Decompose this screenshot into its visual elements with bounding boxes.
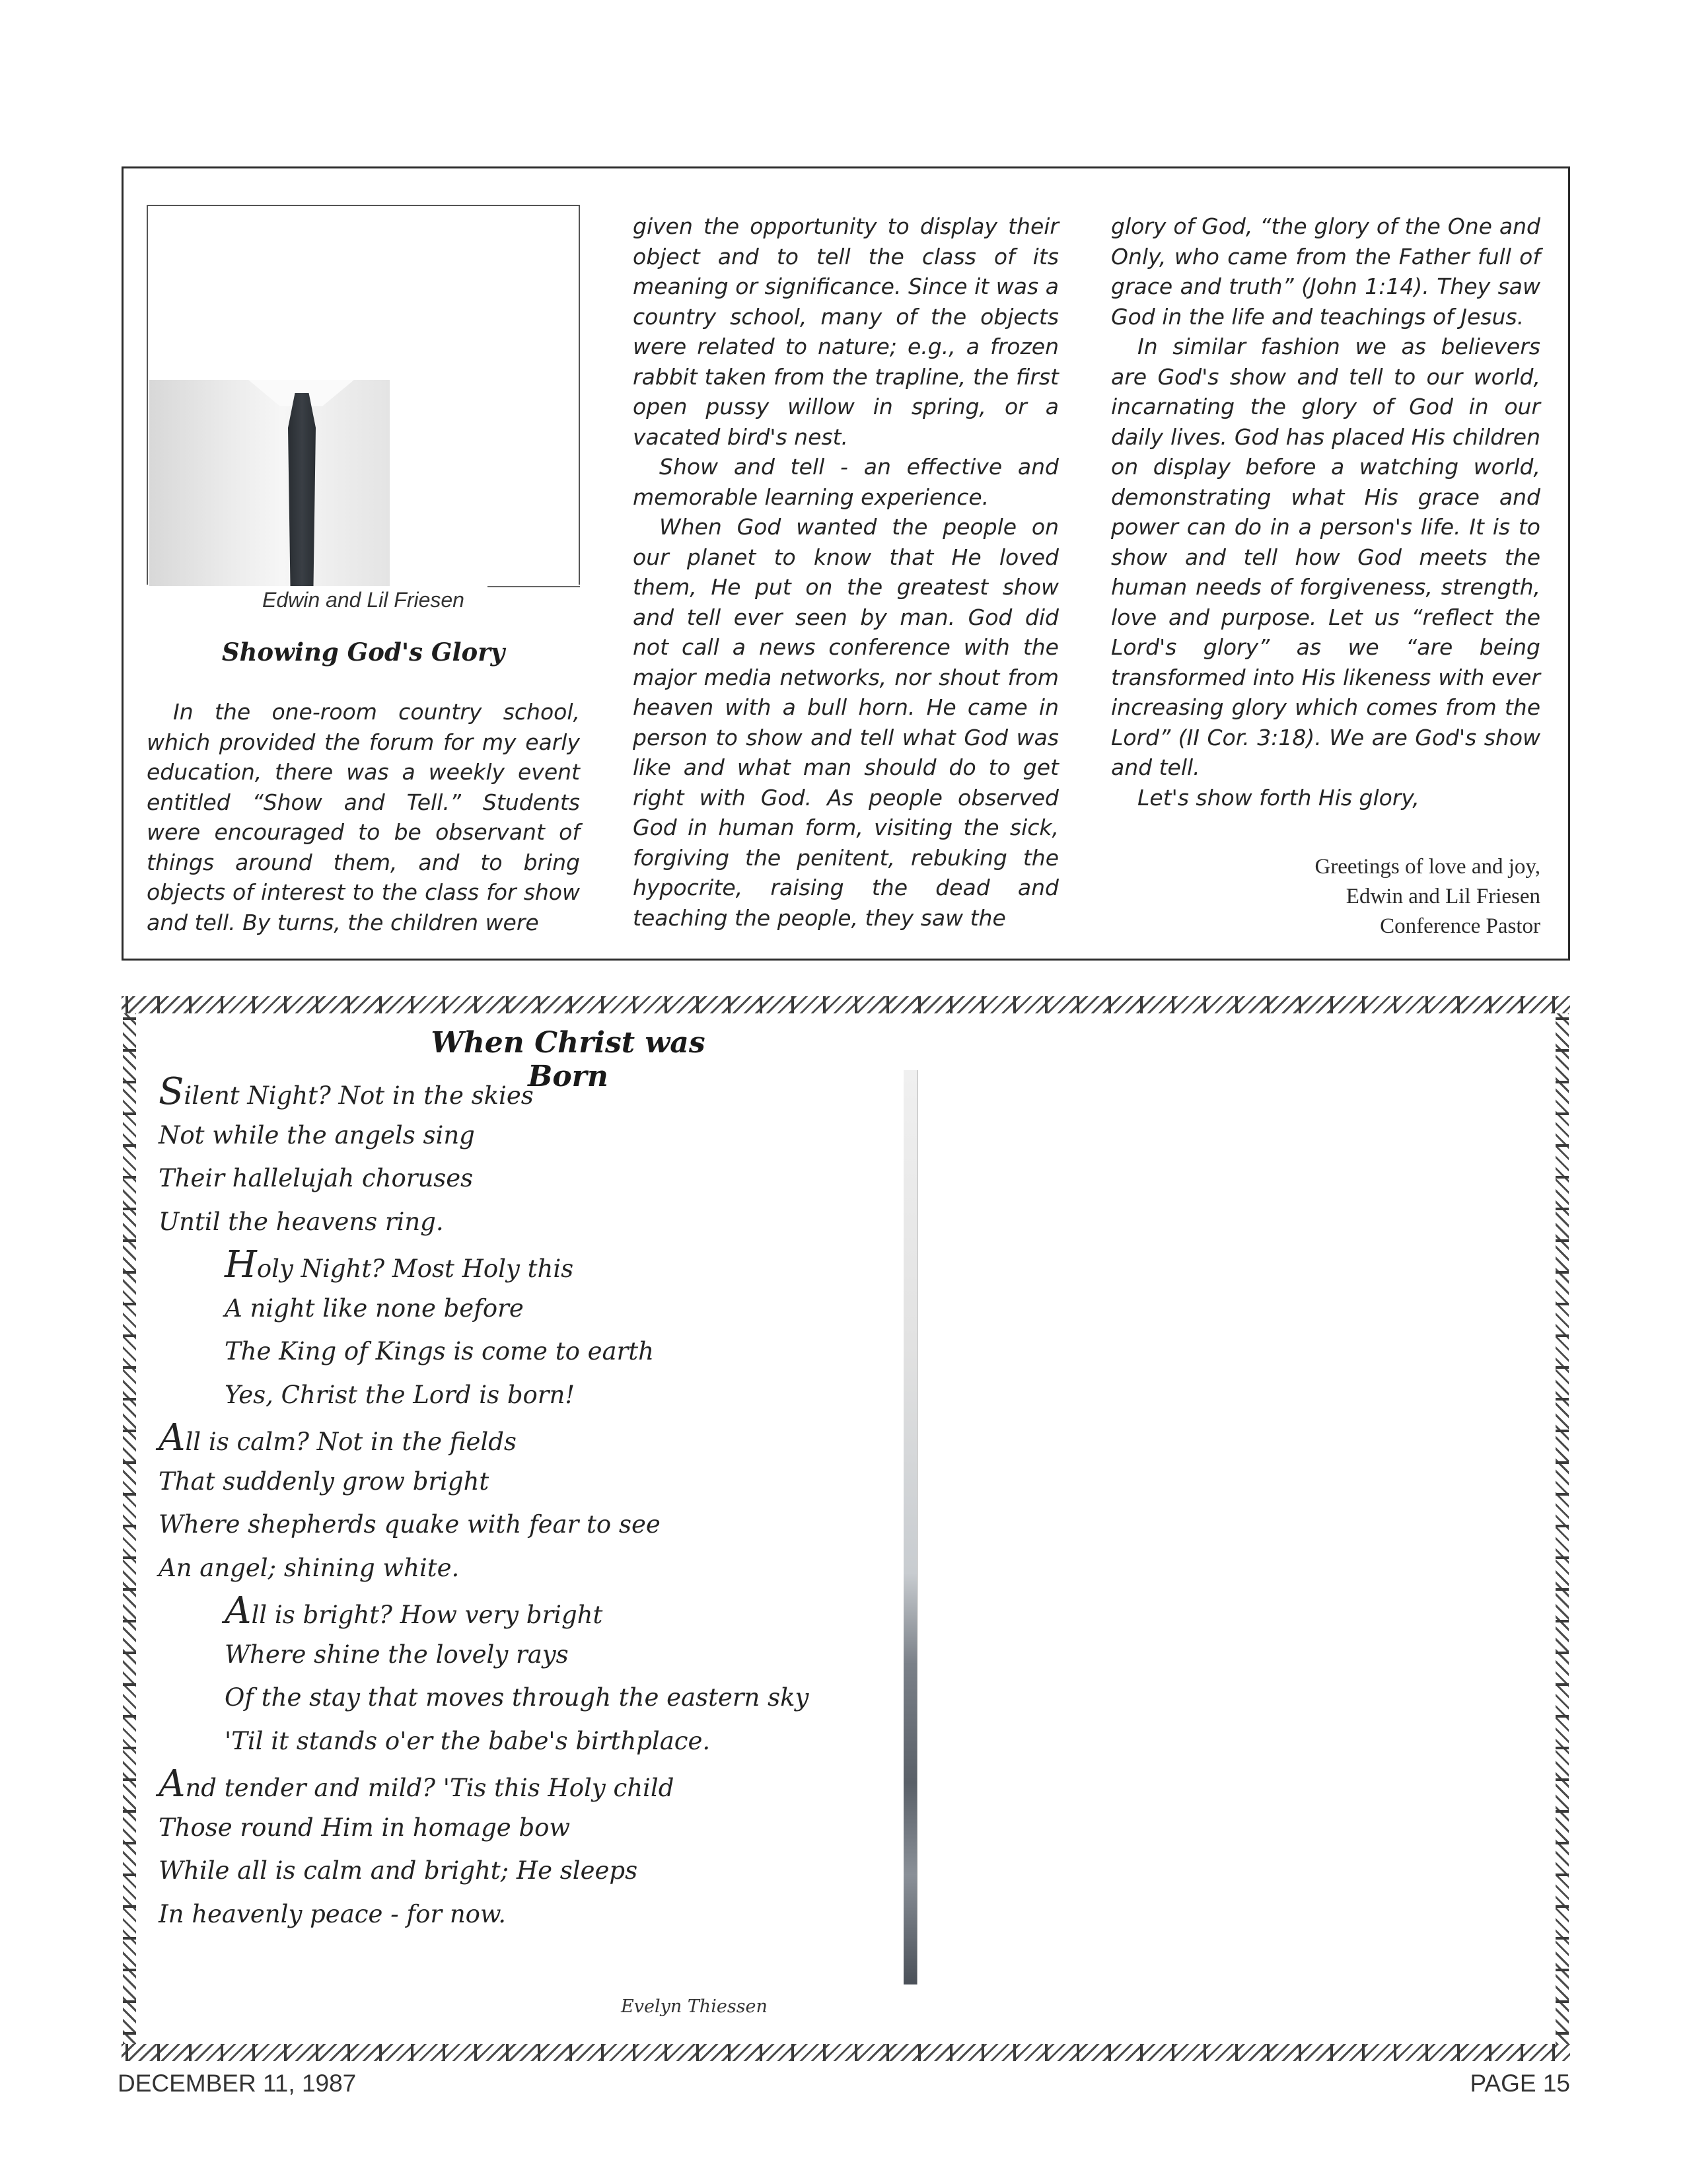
article-paragraph: Show and tell - an effective and memorable learning experience. <box>633 454 1059 510</box>
border-top <box>122 996 1570 1013</box>
poem-line: 'Til it stands o'er the babe's birthplace. <box>225 1726 711 1755</box>
pastor-photo <box>149 380 390 586</box>
article-paragraph: In similar fashion we as believers are God's show and tell to our world, incarnating the glory of God in our daily lives. God has placed His children on display before a watching world, demonstrating what His grace and power can do in a person's life. It is to show and tell how God meets the human needs of forgiveness, strength, love and purpose. Let us “reflect the Lord's glory” as we “are being transformed into His likeness with ever increasing glory which comes from the Lord” (II Cor. 3:18). We are God's show and tell. <box>1111 334 1540 780</box>
poem-line-text: ll is bright? How very bright <box>251 1601 603 1629</box>
article-paragraph: When God wanted the people on our planet to know that He loved them, He put on the greatest show and tell ever seen by man. God did not call a news conference with the major media networks, nor shout from heaven with a bull horn. He came in person to show and tell what God was like and what man should do to get right with God. As people observed God in human form, visiting the sick, forgiving the penitent, rebuking the hypocrite, raising the dead and teaching the people, they saw the <box>633 514 1059 931</box>
poem-line: Yes, Christ the Lord is born! <box>225 1380 575 1409</box>
poem-line <box>159 1589 885 1633</box>
photo-frame-edge <box>487 586 580 587</box>
poem-line: A night like none before <box>225 1293 524 1323</box>
signature-role: Conference Pastor <box>1380 914 1540 938</box>
poem-line <box>159 1416 885 1460</box>
poem-line: Where shepherds quake with fear to see <box>159 1510 661 1539</box>
poem-line: In heavenly peace - for now. <box>159 1899 506 1928</box>
poem-line: Of the stay that moves through the eastern sky <box>225 1683 809 1712</box>
poem-line: While all is calm and bright; He sleeps <box>159 1856 638 1885</box>
article-signature <box>1111 852 1540 941</box>
poem-line: Those round Him in homage bow <box>159 1813 571 1842</box>
poem-title: When Christ was Born <box>431 1026 705 1093</box>
poem-line: Not while the angels sing <box>159 1120 475 1149</box>
poem-line-text: nd tender and mild? 'Tis this Holy child <box>185 1774 674 1802</box>
poem-line <box>159 1763 885 1806</box>
footer-date: DECEMBER 11, 1987 <box>118 2070 357 2097</box>
article-column-2 <box>633 211 1059 933</box>
poem-line: Their hallelujah choruses <box>159 1164 474 1192</box>
poem-author: Evelyn Thiessen <box>621 1996 768 2017</box>
article-title: Showing God's Glory <box>221 637 505 667</box>
poem-line: The King of Kings is come to earth <box>225 1337 654 1365</box>
poem-line: Where shine the lovely rays <box>225 1640 569 1669</box>
border-left <box>123 1013 136 2044</box>
article-paragraph: In the one-room country school, which provided the forum for my early education, there was a weekly event entitled “Show and Tell.” Students were encouraged to be observant of things around them, and to bring objects of interest to the class for show and tell. By turns, the children were <box>147 699 580 935</box>
poem-line: Until the heavens ring. <box>159 1207 444 1236</box>
poem-line: An angel; shining white. <box>159 1553 460 1582</box>
footer-page-number: PAGE 15 <box>1470 2070 1570 2097</box>
article-column-1 <box>147 697 580 937</box>
poem-photo-strip <box>904 1070 917 1984</box>
photo-caption: Edwin and Lil Friesen <box>262 588 464 612</box>
article-closing-line: Let's show forth His glory, <box>1137 784 1419 811</box>
signature-greeting: Greetings of love and joy, <box>1314 855 1540 879</box>
poem-photo-edge <box>917 1070 918 1984</box>
poem-initial-letter: S <box>159 1070 184 1113</box>
poem-line: That suddenly grow bright <box>159 1467 489 1496</box>
poem-initial-letter: A <box>159 1416 186 1459</box>
poem-line-text: ll is calm? Not in the fields <box>185 1428 517 1456</box>
poem-initial-letter: A <box>225 1589 252 1632</box>
photo-tie <box>279 393 325 586</box>
poem-body <box>159 1070 885 1936</box>
poem-line-text: oly Night? Most Holy this <box>256 1255 574 1283</box>
article-paragraph: glory of God, “the glory of the One and Only, who came from the Father full of grace and truth” (John 1:14). They saw God in the life and teachings of Jesus. <box>1111 213 1540 330</box>
poem-line <box>159 1070 885 1114</box>
border-bottom <box>122 2044 1570 2061</box>
article-column-3 <box>1111 211 1540 813</box>
article-paragraph: given the opportunity to display their object and to tell the class of its meaning or significance. Since it was a country school, many of the objects were related to nature; e.g., a frozen rabbit taken from the trapline, the first open pussy willow in spring, or a vacated bird's nest. <box>633 213 1059 450</box>
poem-initial-letter: A <box>159 1763 186 1805</box>
poem-line <box>159 1243 885 1287</box>
signature-names: Edwin and Lil Friesen <box>1346 885 1540 908</box>
border-right <box>1556 1013 1569 2044</box>
poem-line-text: ilent Night? Not in the skies <box>184 1081 534 1110</box>
poem-initial-letter: H <box>225 1243 257 1286</box>
